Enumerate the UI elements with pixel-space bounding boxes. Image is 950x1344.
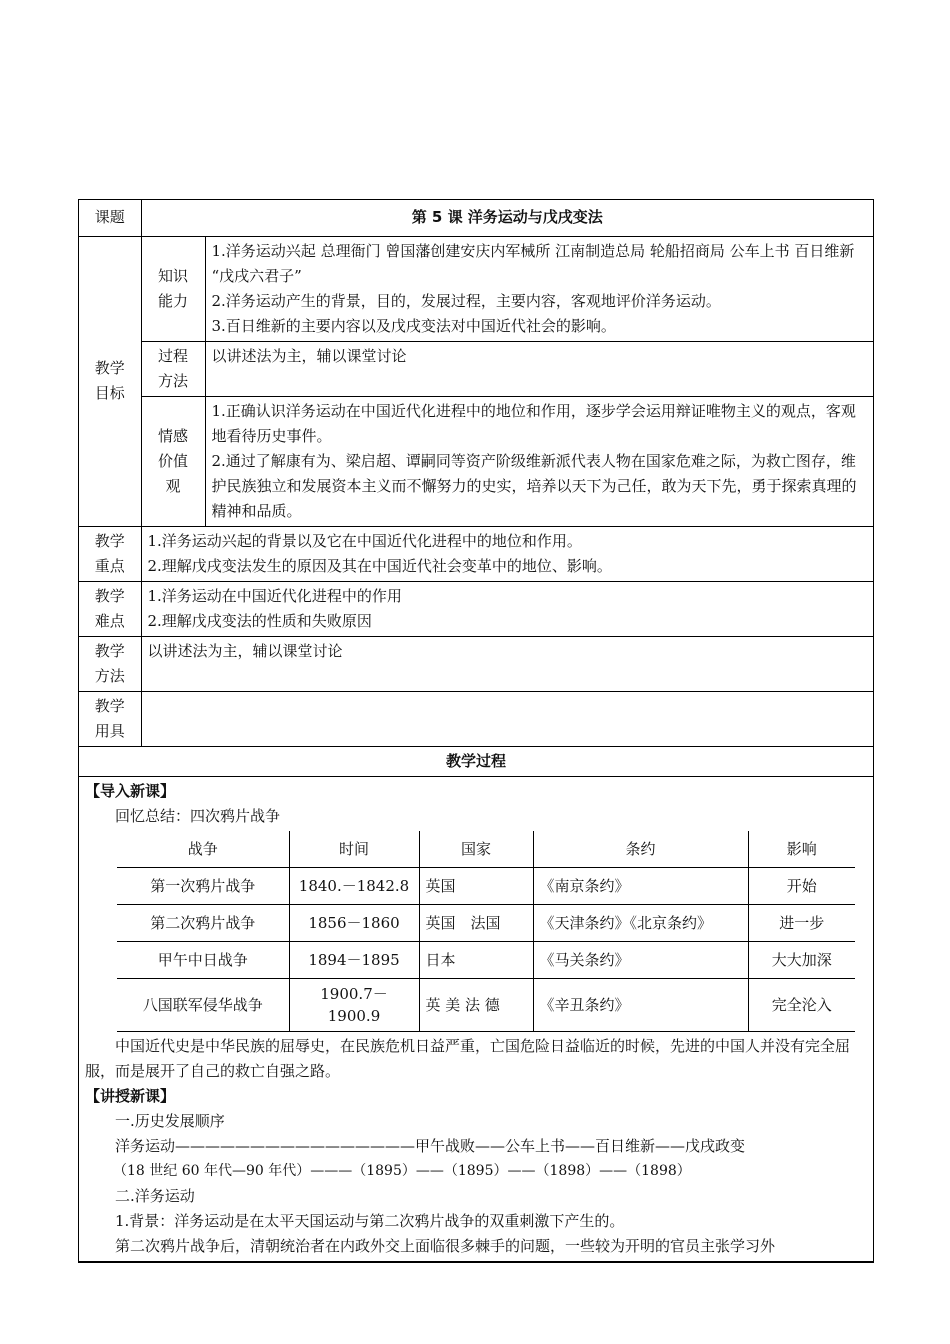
table-cell: 大大加深 xyxy=(748,941,855,978)
methods-label xyxy=(79,636,141,691)
table-header: 影响 xyxy=(748,831,855,868)
table-cell: 《马关条约》 xyxy=(533,941,748,978)
lecture-line: 1.背景：洋务运动是在太平天国运动与第二次鸦片战争的双重刺激下产生的。 xyxy=(115,1211,625,1230)
table-header: 时间 xyxy=(289,831,419,868)
knowledge-label-line: 能力 xyxy=(157,291,188,310)
lecture-heading: 【讲授新课】 xyxy=(85,1086,176,1105)
lesson-title: 第 5 课 洋务运动与戊戌变法 xyxy=(141,200,873,236)
table-row xyxy=(117,978,855,1031)
table-header: 战争 xyxy=(117,831,289,868)
table-header-row xyxy=(117,831,855,868)
key-points-label-line: 教学 xyxy=(94,531,125,550)
lesson-plan-table xyxy=(78,199,874,1263)
lecture-line: 第二次鸦片战争后，清朝统治者在内政外交上面临很多棘手的问题，一些较为开明的官员主张学习外 xyxy=(115,1236,776,1255)
table-cell: 日本 xyxy=(419,941,533,978)
methods-label-line: 教学 xyxy=(94,641,125,660)
difficulty-item: 1.洋务运动在中国近代化进程中的作用 xyxy=(147,586,402,605)
table-row xyxy=(117,904,855,941)
table-cell: 进一步 xyxy=(748,904,855,941)
process-label xyxy=(141,341,205,396)
table-cell: 英国 xyxy=(419,867,533,904)
table-cell: 甲午中日战争 xyxy=(117,941,289,978)
intro-summary: 中国近代史是中华民族的屈辱史，在民族危机日益严重，亡国危险日益临近的时候，先进的中国人并没有完全屈服，而是展开了自己的救亡自强之路。 xyxy=(85,1036,851,1080)
knowledge-content xyxy=(205,236,873,341)
table-cell: 《南京条约》 xyxy=(533,867,748,904)
knowledge-item: 3.百日维新的主要内容以及戊戌变法对中国近代社会的影响。 xyxy=(211,316,616,335)
table-cell: 第二次鸦片战争 xyxy=(117,904,289,941)
emotion-item: 2.通过了解康有为、梁启超、谭嗣同等资产阶级维新派代表人物在国家危难之际，为救亡图存，维护民族独立和发展资本主义而不懈努力的史实，培养以天下为己任，敢为天下先，勇于探索真理的精神和品质。 xyxy=(211,451,857,520)
table-cell: 1894－1895 xyxy=(289,941,419,978)
emotion-label-line: 情感 xyxy=(157,426,188,445)
methods-content: 以讲述法为主，辅以课堂讨论 xyxy=(141,636,873,691)
objectives-label xyxy=(79,236,141,526)
process-content: 以讲述法为主，辅以课堂讨论 xyxy=(205,341,873,396)
tools-content xyxy=(141,691,873,746)
knowledge-item: 2.洋务运动产生的背景，目的，发展过程，主要内容，客观地评价洋务运动。 xyxy=(211,291,721,310)
intro-heading: 【导入新课】 xyxy=(85,781,176,800)
emotion-content xyxy=(205,396,873,526)
emotion-label-line: 价值 xyxy=(157,451,188,470)
methods-label-line: 方法 xyxy=(94,666,125,685)
difficulties-content xyxy=(141,581,873,636)
process-label-line: 过程 xyxy=(157,346,188,365)
table-cell: 英 美 法 德 xyxy=(419,978,533,1031)
key-points-label xyxy=(79,526,141,581)
difficulties-label xyxy=(79,581,141,636)
emotion-label xyxy=(141,396,205,526)
table-cell: 《辛丑条约》 xyxy=(533,978,748,1031)
process-section-body xyxy=(79,776,873,1261)
process-section-title: 教学过程 xyxy=(79,746,873,776)
difficulties-label-line: 教学 xyxy=(94,586,125,605)
lecture-line: 洋务运动————————————————甲午战败——公车上书——百日维新——戊戌政变 xyxy=(115,1136,746,1155)
key-point-item: 1.洋务运动兴起的背景以及它在中国近代化进程中的地位和作用。 xyxy=(147,531,582,550)
topic-label: 课题 xyxy=(79,200,141,236)
key-point-item: 2.理解戊戌变法发生的原因及其在中国近代社会变革中的地位、影响。 xyxy=(147,556,612,575)
table-cell: 《天津条约》《北京条约》 xyxy=(533,904,748,941)
key-points-label-line: 重点 xyxy=(94,556,125,575)
knowledge-item: 1.洋务运动兴起 总理衙门 曾国藩创建安庆内军械所 江南制造总局 轮船招商局 公车上书 百日维新 “戊戌六君子” xyxy=(211,241,855,285)
emotion-item: 1.正确认识洋务运动在中国近代化进程中的地位和作用，逐步学会运用辩证唯物主义的观点，客观地看待历史事件。 xyxy=(211,401,856,445)
opium-wars-table xyxy=(117,831,855,1032)
table-cell: 1856－1860 xyxy=(289,904,419,941)
table-cell: 八国联军侵华战争 xyxy=(117,978,289,1031)
table-row xyxy=(117,867,855,904)
intro-recall: 回忆总结：四次鸦片战争 xyxy=(115,806,281,825)
knowledge-label-line: 知识 xyxy=(157,266,188,285)
table-row xyxy=(117,941,855,978)
key-points-content xyxy=(141,526,873,581)
table-header: 国家 xyxy=(419,831,533,868)
knowledge-label xyxy=(141,236,205,341)
difficulties-label-line: 难点 xyxy=(94,611,125,630)
tools-label-line: 教学 xyxy=(94,696,125,715)
tools-label xyxy=(79,691,141,746)
lecture-line: （18 世纪 60 年代—90 年代）———（1895）——（1895）——（1898）——（1898） xyxy=(113,1162,691,1179)
table-cell: 1840.－1842.8 xyxy=(289,867,419,904)
table-cell: 开始 xyxy=(748,867,855,904)
table-cell: 英国 法国 xyxy=(419,904,533,941)
table-header: 条约 xyxy=(533,831,748,868)
emotion-label-line: 观 xyxy=(165,476,181,495)
difficulty-item: 2.理解戊戌变法的性质和失败原因 xyxy=(147,611,372,630)
objectives-label-line: 目标 xyxy=(94,384,125,402)
table-cell: 1900.7－1900.9 xyxy=(289,978,419,1031)
lecture-line: 二.洋务运动 xyxy=(115,1186,195,1205)
process-label-line: 方法 xyxy=(157,371,188,390)
table-cell: 完全沦入 xyxy=(748,978,855,1031)
lecture-line: 一.历史发展顺序 xyxy=(115,1111,225,1130)
objectives-label-line: 教学 xyxy=(94,359,125,377)
tools-label-line: 用具 xyxy=(94,721,125,740)
lesson-plan-grid xyxy=(79,200,873,1262)
table-cell: 第一次鸦片战争 xyxy=(117,867,289,904)
